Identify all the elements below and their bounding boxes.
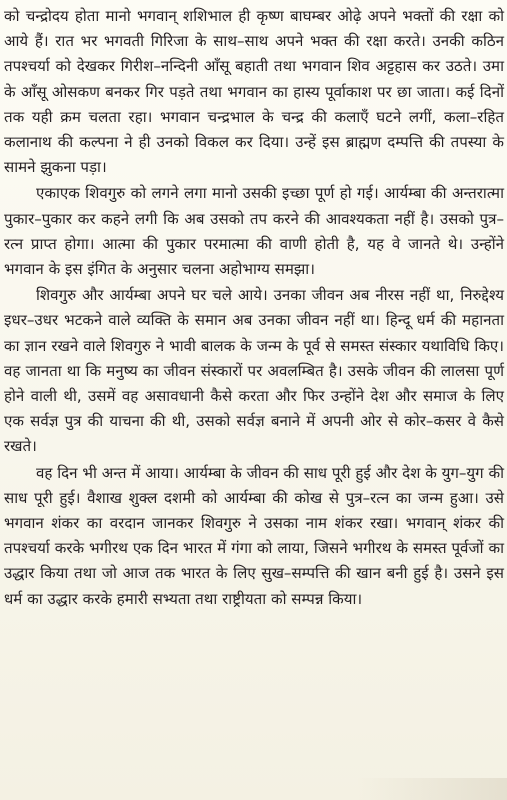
paragraph-1: को चन्द्रोदय होता मानो भगवान् शशिभाल ही कृष्ण बाघम्बर ओढ़े अपने भक्तों की रक्षा को आये हैं। रात भर भगवती गिरिजा के साथ–साथ अपने भक्त की रक्षा करते। उनकी कठिन तपश्चर्या को देखकर गिरीश–नन्दिनी आँसू बहाती तथा भगवान शिव अट्टहास कर उठते। उमा के आँसू ओसकण बनकर गिर पड़ते तथा भगवान का हास्य पूर्वाकाश पर छा जाता। कई दिनों तक यही क्रम चलता रहा। भगवान चन्द्रभाल के चन्द्र की कलाएँ घटने लगीं, कला–रहित कलानाथ की कल्पना ने ही उनको विकल कर दिया। उन्हें इस ब्राह्मण दम्पत्ति की तपस्या के सामने झुकना पड़ा। xyxy=(4,7,504,177)
paragraph-4: वह दिन भी अन्त में आया। आर्यम्बा के जीवन की साध पूरी हुई और देश के युग–युग की साध पूरी हुई। वैशाख शुक्ल दशमी को आर्यम्बा की कोख से पुत्र–रत्न का जन्म हुआ। उसे भगवान शंकर का वरदान जानकर शिवगुरु ने उसका नाम शंकर रखा। भगवान् शंकर की तपश्चर्या करके भगीरथ एक दिन भारत में गंगा को लाया, जिसने भगीरथ के समस्त पूर्वजों का उद्धार किया तथा जो आज तक भारत के लिए सुख–सम्पत्ति की खान बनी हुई है। उसने इस धर्म का उद्धार करके हमारी सभ्यता तथा राष्ट्रीयता को सम्पन्न किया। xyxy=(4,463,504,608)
paragraph-3: शिवगुरु और आर्यम्बा अपने घर चले आये। उनका जीवन अब नीरस नहीं था, निरुद्देश्य इधर–उधर भटकने वाले व्यक्ति के समान अब उनका जीवन नहीं था। हिन्दू धर्म की महानता का ज्ञान रखने वाले शिवगुरु ने भावी बालक के जन्म के पूर्व से समस्त संस्कार यथाविधि किए। वह जानता था कि मनुष्य का जीवन संस्कारों पर अवलम्बित है। उसके जीवन की लालसा पूर्ण होने वाली थी, उसमें वह असावधानी कैसे करता और फिर उन्होंने देश और समाज के लिए एक सर्वज्ञ पुत्र की याचना की थी, उसको सर्वज्ञ बनाने में अपनी ओर से कोर–कसर वे कैसे रखते। xyxy=(4,286,504,456)
page-bleed-shading xyxy=(357,778,507,800)
paragraph-2: एकाएक शिवगुरु को लगने लगा मानो उसकी इच्छा पूर्ण हो गई। आर्यम्बा की अन्तरात्मा पुकार–पुकार कर कहने लगी कि अब उसको तप करने की आवश्यकता नहीं है। उसको पुत्र–रत्न प्राप्त होगा। आत्मा की पुकार परमात्मा की वाणी होती है, यह वे जानते थे। उन्होंने भगवान के इस इंगित के अनुसार चलना अहोभाग्य समझा। xyxy=(4,184,504,279)
page-text xyxy=(4,4,504,612)
